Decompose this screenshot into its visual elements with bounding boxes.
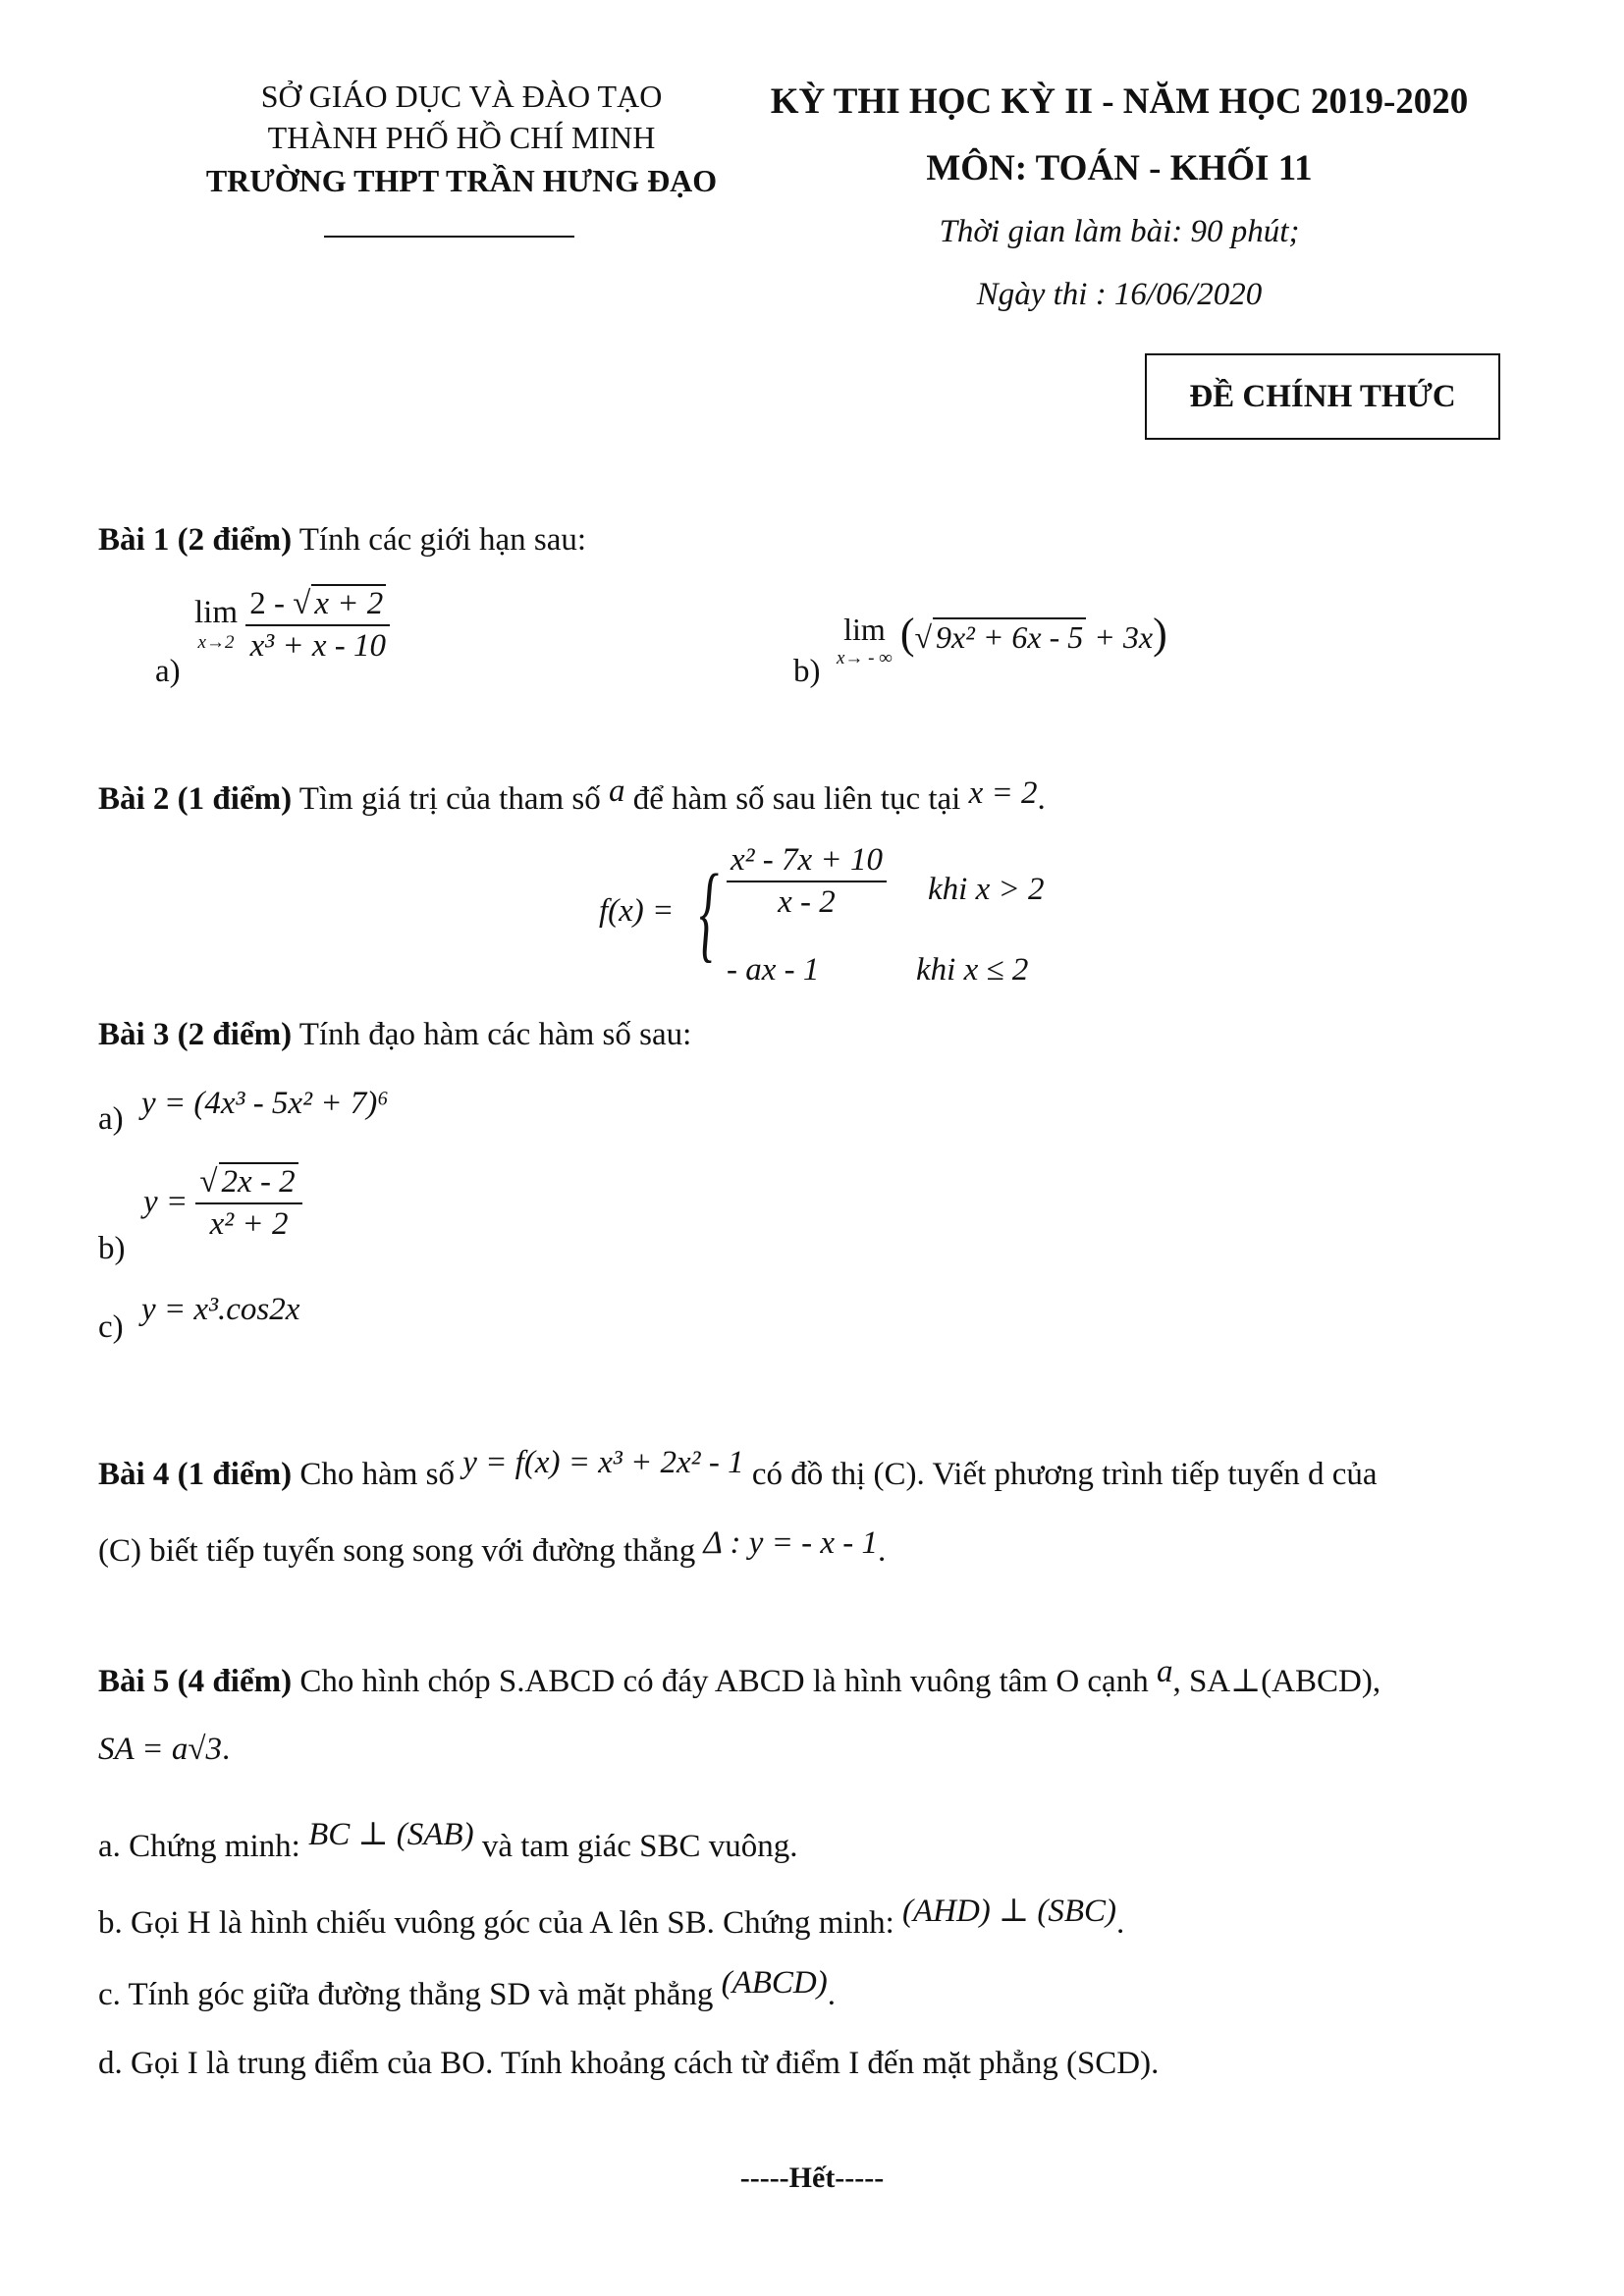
bai5-line-2: [98, 1732, 230, 1768]
header-divider: [324, 236, 574, 238]
radicand: 9x² + 6x - 5: [933, 617, 1086, 656]
function-lhs: f(x) =: [599, 893, 675, 929]
part-b-text: b. Gọi H là hình chiếu vuông góc của A lên SB. Chứng minh:: [98, 1905, 902, 1941]
bai4-function: y = f(x) = x³ + 2x² - 1: [462, 1445, 744, 1480]
bai1-heading: [98, 522, 586, 559]
period: .: [827, 1977, 836, 2012]
end-of-exam-mark: -----Hết-----: [739, 2162, 885, 2194]
numerator-constant: 2 -: [249, 586, 286, 621]
part-a-text: a. Chứng minh:: [98, 1829, 309, 1864]
exam-title: KỲ THI HỌC KỲ II - NĂM HỌC 2019-2020: [770, 81, 1469, 122]
part-a-tail: và tam giác SBC vuông.: [473, 1829, 798, 1864]
bai3-text: Tính đạo hàm các hàm số sau:: [292, 1017, 692, 1052]
bai2-title: Bài 2 (1 điểm): [98, 781, 293, 817]
fraction-denominator: x³ + x - 10: [249, 628, 387, 664]
case1-condition: khi x > 2: [928, 872, 1045, 907]
bai4-text-2: có đồ thị (C). Viết phương trình tiếp tuyến d của: [743, 1457, 1378, 1492]
bai5-title: Bài 5 (4 điểm): [98, 1664, 293, 1699]
bai1-a-expression: [194, 584, 390, 665]
part-b-math: (AHD) ⊥ (SBC): [902, 1894, 1116, 1929]
period: .: [221, 1732, 231, 1767]
case2-expression: - ax - 1: [727, 952, 820, 988]
department-line-1: SỞ GIÁO DỤC VÀ ĐÀO TẠO: [260, 79, 663, 114]
limit-subscript: x→ - ∞: [837, 648, 893, 669]
bai5-text: Cho hình chóp S.ABCD có đáy ABCD là hình vuông tâm O cạnh: [292, 1664, 1157, 1699]
official-badge: [1145, 353, 1500, 440]
bai5-part-a: [98, 1817, 798, 1865]
official-badge-label: ĐỀ CHÍNH THỨC: [1189, 379, 1456, 414]
bai3-a-expression: y = (4x³ - 5x² + 7)⁶: [141, 1086, 389, 1121]
bai3-heading: [98, 1017, 691, 1053]
limit-word: lim: [194, 595, 239, 630]
bai5-text-2: , SA⊥(ABCD),: [1172, 1664, 1381, 1699]
part-c-math: (ABCD): [721, 1965, 828, 2001]
limit-subscript: x→2: [197, 632, 235, 653]
case2-condition: khi x ≤ 2: [916, 952, 1029, 988]
fraction-numerator: 2 - √ x + 2: [245, 584, 390, 626]
bai3-title: Bài 3 (2 điểm): [98, 1017, 293, 1052]
period: .: [1037, 781, 1046, 817]
case1-fraction: [727, 842, 887, 921]
case1-denominator: x - 2: [778, 884, 836, 920]
limit-operator: [194, 597, 238, 652]
sa-equation: SA = a√3: [98, 1732, 222, 1767]
fraction: [195, 1162, 301, 1243]
bai3-a-label: a): [98, 1101, 124, 1137]
function-lhs: y =: [143, 1184, 189, 1220]
department-line-2: THÀNH PHỐ HỒ CHÍ MINH: [267, 120, 656, 155]
expression-tail: + 3x: [1094, 619, 1154, 655]
bai2-heading: [98, 774, 1046, 818]
bai3-b-label: b): [98, 1231, 126, 1266]
period: .: [878, 1533, 887, 1569]
bai2-text: Tìm giá trị của tham số: [292, 781, 609, 817]
exam-date: Ngày thi : 16/06/2020: [976, 277, 1263, 312]
bai3-b-expression: [143, 1162, 302, 1243]
left-brace: {: [699, 852, 719, 972]
bai4-text: Cho hàm số: [292, 1457, 463, 1492]
duration-line: Thời gian làm bài: 90 phút;: [939, 214, 1300, 249]
bai1-b-label: b): [793, 654, 821, 689]
radicand: x + 2: [311, 584, 386, 622]
limit-word: lim: [843, 612, 886, 648]
bai5-line-1: [98, 1654, 1381, 1700]
bai3-c-expression: y = x³.cos2x: [141, 1292, 300, 1327]
bai4-text-3: (C) biết tiếp tuyến song song với đường thẳng: [98, 1533, 704, 1569]
bai4-line-1: [98, 1445, 1378, 1493]
bai5-part-b: [98, 1894, 1125, 1942]
fraction-numerator: √ 2x - 2: [195, 1162, 301, 1204]
bai4-line-equation: Δ : y = - x - 1: [703, 1525, 879, 1561]
fraction: [245, 584, 390, 665]
bai5-part-d: d. Gọi I là trung điểm của BO. Tính khoảng cách từ điểm I đến mặt phẳng (SCD).: [98, 2046, 1160, 2081]
school-name: TRƯỜNG THPT TRẦN HƯNG ĐẠO: [205, 163, 718, 198]
bai4-line-2: [98, 1525, 887, 1570]
part-a-math: BC ⊥ (SAB): [308, 1817, 474, 1852]
bai3-c-label: c): [98, 1309, 124, 1345]
bai2-text-2: để hàm số sau liên tục tại: [624, 781, 969, 817]
fraction-denominator: x² + 2: [209, 1206, 289, 1242]
parameter-a: a: [609, 774, 625, 809]
bai1-a-label: a): [155, 654, 181, 689]
radicand: 2x - 2: [219, 1162, 298, 1201]
limit-operator: [837, 614, 893, 667]
bai1-title: Bài 1 (2 điểm): [98, 522, 293, 558]
bai4-title: Bài 4 (1 điểm): [98, 1457, 293, 1492]
parameter-a: a: [1156, 1654, 1173, 1689]
continuity-point: x = 2: [968, 775, 1038, 811]
part-c-text: c. Tính góc giữa đường thẳng SD và mặt phẳng: [98, 1977, 722, 2012]
bai1-text: Tính các giới hạn sau:: [292, 522, 587, 558]
subject-line: MÔN: TOÁN - KHỐI 11: [926, 148, 1313, 188]
bai1-b-expression: lim x→ - ∞ (√ 9x² + 6x - 5 + 3x): [837, 610, 1167, 669]
case1-numerator: x² - 7x + 10: [727, 842, 887, 882]
bai5-part-c: [98, 1965, 836, 2013]
period: .: [1115, 1905, 1125, 1941]
